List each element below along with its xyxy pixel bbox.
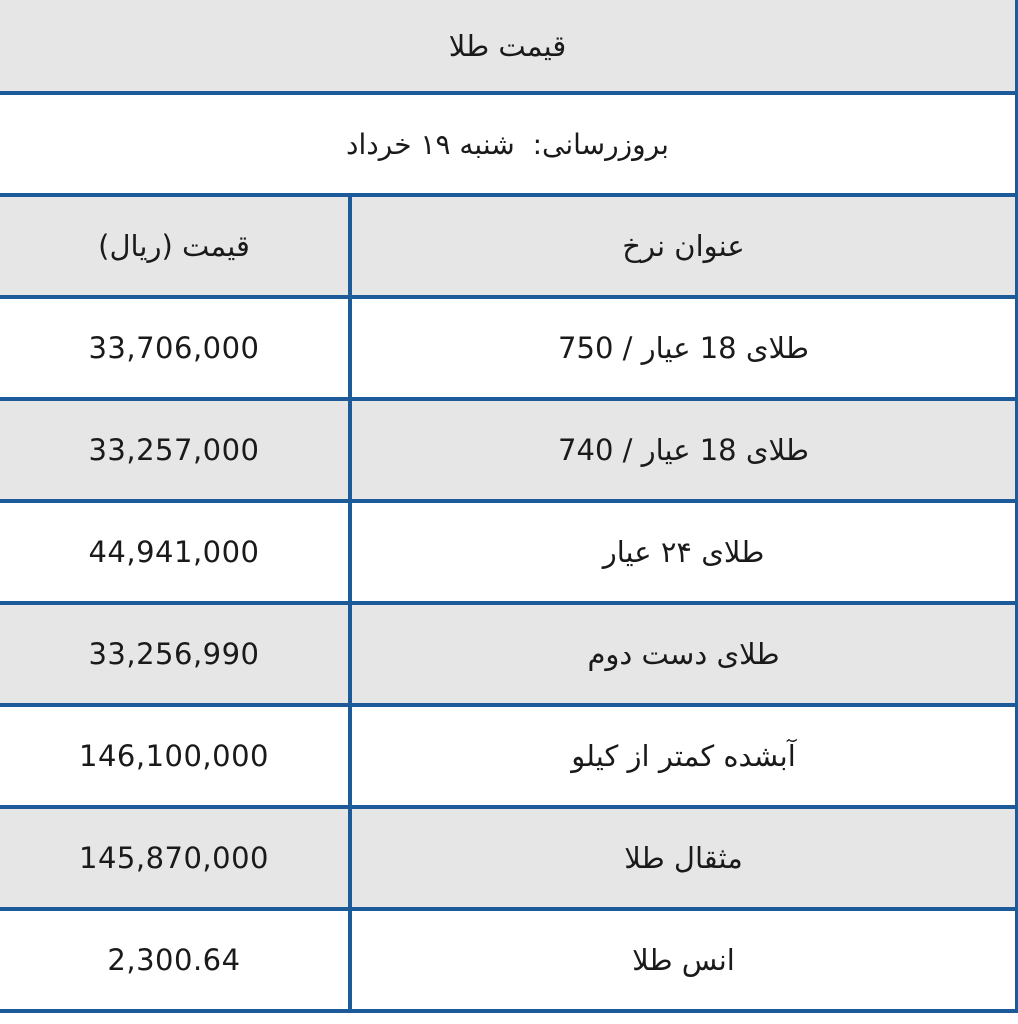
name-column-header: عنوان نرخ <box>350 195 1017 297</box>
name-cell: مثقال طلا <box>350 807 1017 909</box>
table-row <box>0 909 1017 1011</box>
update-row <box>0 93 1017 195</box>
price-column-header: قیمت (ریال) <box>0 195 350 297</box>
price-cell: 33,256,990 <box>0 603 350 705</box>
table-title-row <box>0 0 1017 93</box>
table-header-row <box>0 195 1017 297</box>
price-cell: 33,257,000 <box>0 399 350 501</box>
table-row <box>0 399 1017 501</box>
update-date: شنبه ۱۹ خرداد <box>346 127 515 161</box>
table-row <box>0 807 1017 909</box>
name-cell: طلای 18 عیار / 740 <box>350 399 1017 501</box>
price-cell: 146,100,000 <box>0 705 350 807</box>
name-cell: انس طلا <box>350 909 1017 1011</box>
price-cell: 44,941,000 <box>0 501 350 603</box>
name-cell: طلای 18 عیار / 750 <box>350 297 1017 399</box>
table-row <box>0 603 1017 705</box>
price-cell: 33,706,000 <box>0 297 350 399</box>
update-label: بروزرسانی: <box>532 127 669 161</box>
update-info <box>346 128 669 161</box>
price-cell: 2,300.64 <box>0 909 350 1011</box>
name-cell: طلای دست دوم <box>350 603 1017 705</box>
table-row <box>0 705 1017 807</box>
table-row <box>0 297 1017 399</box>
price-cell: 145,870,000 <box>0 807 350 909</box>
name-cell: آبشده کمتر از کیلو <box>350 705 1017 807</box>
update-cell <box>0 93 1017 195</box>
table-row <box>0 501 1017 603</box>
table-title: قیمت طلا <box>0 0 1017 93</box>
name-cell: طلای ۲۴ عیار <box>350 501 1017 603</box>
